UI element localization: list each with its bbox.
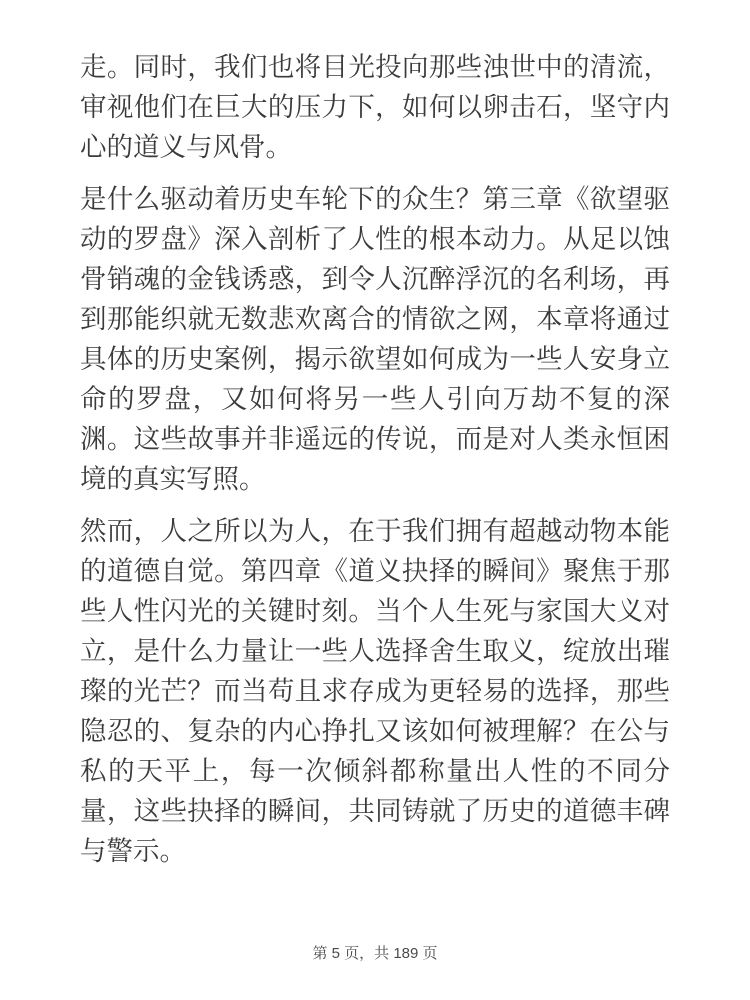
paragraph-2: 是什么驱动着历史车轮下的众生？第三章《欲望驱动的罗盘》深入剖析了人性的根本动力。从足以蚀骨销魂的金钱诱惑，到令人沉醉浮沉的名利场，再到那能织就无数悲欢离合的情欲之网，本章将通过具体的历史案例，揭示欲望如何成为一些人安身立命的罗盘，又如何将另一些人引向万劫不复的深渊。这些故事并非遥远的传说，而是对人类永恒困境的真实写照。 [80, 184, 670, 494]
page-number-indicator: 第 5 页，共 189 页 [312, 945, 438, 962]
paragraph-1: 走。同时，我们也将目光投向那些浊世中的清流，审视他们在巨大的压力下，如何以卵击石，坚守内心的道义与风骨。 [80, 52, 670, 162]
paragraph-3: 然而，人之所以为人，在于我们拥有超越动物本能的道德自觉。第四章《道义抉择的瞬间》聚焦于那些人性闪光的关键时刻。当个人生死与家国大义对立，是什么力量让一些人选择舍生取义，绽放出璀璨的光芒？而当苟且求存成为更轻易的选择，那些隐忍的、复杂的内心挣扎又该如何被理解？在公与私的天平上，每一次倾斜都称量出人性的不同分量，这些抉择的瞬间，共同铸就了历史的道德丰碑与警示。 [80, 516, 670, 866]
page-body [80, 47, 670, 871]
